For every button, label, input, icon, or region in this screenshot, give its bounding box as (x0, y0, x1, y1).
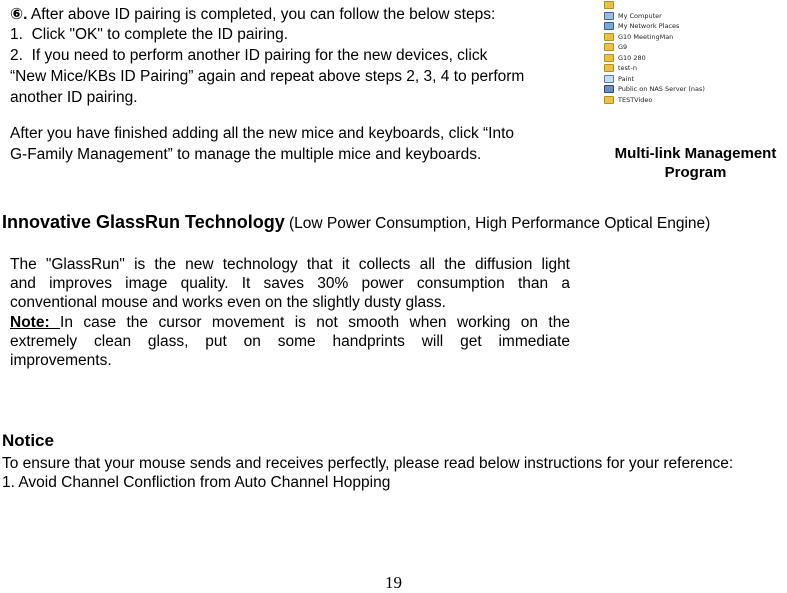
page-number: 19 (385, 573, 402, 592)
thumb-row (604, 0, 787, 11)
glassrun-subtitle: (Low Power Consumption, High Performance Optical Engine) (284, 215, 711, 232)
step-1-number: 1. (10, 26, 23, 43)
thumb-row: TESTVideo (604, 95, 787, 106)
notice-heading: Notice (2, 431, 54, 450)
step-2-text-line1: If you need to perform another ID pairing for the new devices, click (31, 47, 488, 64)
thumb-row: Paint (604, 74, 787, 85)
after-text-line1: After you have finished adding all the new mice and keyboards, click “Into (10, 125, 515, 142)
thumb-row: G10 MeetingMan (604, 32, 787, 43)
step-2-number: 2. (10, 47, 23, 64)
thumb-row: G10 280 (604, 53, 787, 64)
thumb-row: My Network Places (604, 21, 787, 32)
step-six-line (10, 5, 575, 25)
glassrun-heading (2, 212, 710, 233)
glassrun-note-line2: extremely clean glass, put on some handprints will get immediate (10, 333, 570, 350)
thumbnail-caption (604, 144, 787, 182)
folder-icon (604, 43, 614, 51)
thumb-row: test-n (604, 63, 787, 74)
step-1-text: Click "OK" to complete the ID pairing. (31, 26, 289, 43)
computer-icon (604, 12, 614, 20)
step-six-text: After above ID pairing is completed, you can follow the below steps: (27, 6, 496, 23)
network-icon (604, 22, 614, 30)
program-screenshot-thumbnail (604, 0, 787, 104)
nas-icon (604, 85, 614, 93)
step-1 (10, 25, 575, 45)
note-text-line1: In case the cursor movement is not smooth when working on the (60, 314, 570, 331)
app-icon (604, 75, 614, 83)
step-2-text-line3: another ID pairing. (10, 89, 138, 106)
step-2-text-line2: “New Mice/KBs ID Pairing” again and repeat above steps 2, 3, 4 to perform (10, 68, 525, 85)
glassrun-note-line1 (10, 313, 570, 333)
folder-icon (604, 96, 614, 104)
thumb-row: Public on NAS Server (nas) (604, 84, 787, 95)
notice-line1: To ensure that your mouse sends and receives perfectly, please read below instructions for your reference: (2, 455, 734, 472)
step-2-line1 (10, 46, 575, 66)
glassrun-note-line3: improvements. (10, 352, 112, 369)
folder-icon (604, 64, 614, 72)
folder-icon (604, 33, 614, 41)
thumb-row: G9 (604, 42, 787, 53)
glassrun-title: Innovative GlassRun Technology (2, 212, 285, 232)
circled-six-marker: ⑥. (10, 6, 28, 23)
thumb-row: My Computer (604, 11, 787, 22)
glassrun-para-line2: and improves image quality. It saves 30% power consumption than a (10, 275, 570, 292)
after-text-line2: G-Family Management” to manage the multiple mice and keyboards. (10, 146, 482, 163)
glassrun-para-line1: The "GlassRun" is the new technology that it collects all the diffusion light (10, 256, 570, 273)
notice-line2: 1. Avoid Channel Confliction from Auto Channel Hopping (2, 474, 391, 491)
caption-line2: Program (664, 164, 727, 181)
folder-icon (604, 54, 614, 62)
note-label: Note: (10, 314, 61, 331)
folder-icon (604, 1, 614, 9)
caption-line1: Multi-link Management (614, 145, 777, 162)
glassrun-para-line3: conventional mouse and works even on the slightly dusty glass. (10, 294, 446, 311)
